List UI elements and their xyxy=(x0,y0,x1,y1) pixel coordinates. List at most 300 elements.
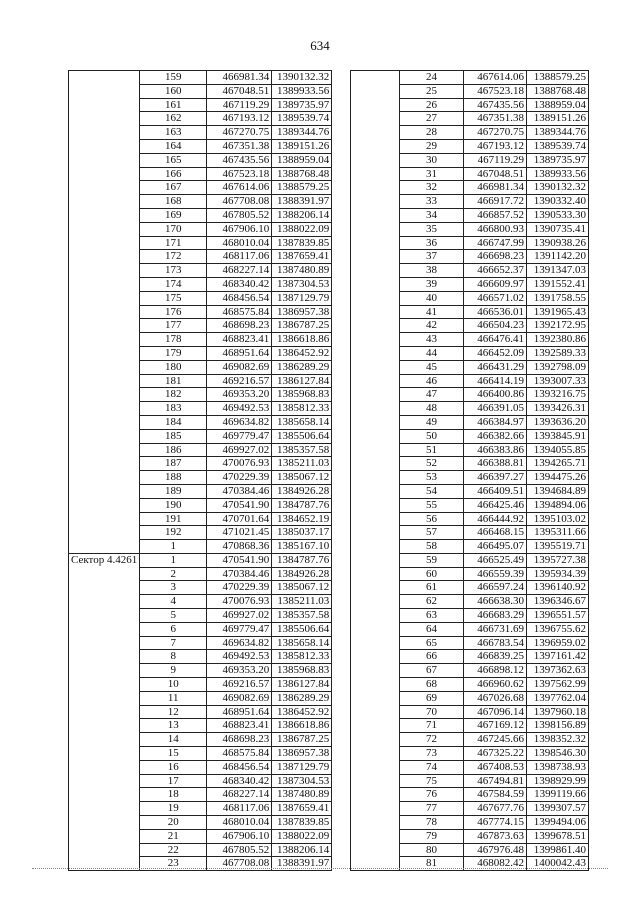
point-number: 183 xyxy=(140,402,207,416)
point-number: 76 xyxy=(400,788,464,802)
point-number: 50 xyxy=(400,429,464,443)
point-number: 44 xyxy=(400,346,464,360)
y-coordinate: 1389933.56 xyxy=(272,84,332,98)
y-coordinate: 1394894.06 xyxy=(527,498,589,512)
x-coordinate: 470229.39 xyxy=(207,581,272,595)
x-coordinate: 467408.53 xyxy=(464,760,527,774)
point-number: 189 xyxy=(140,484,207,498)
x-coordinate: 466504.23 xyxy=(464,319,527,333)
point-number: 177 xyxy=(140,319,207,333)
y-coordinate: 1390735.41 xyxy=(527,222,589,236)
point-number: 179 xyxy=(140,346,207,360)
x-coordinate: 470076.93 xyxy=(207,595,272,609)
y-coordinate: 1394265.71 xyxy=(527,457,589,471)
x-coordinate: 467614.06 xyxy=(464,71,527,85)
x-coordinate: 467169.12 xyxy=(464,719,527,733)
y-coordinate: 1389151.26 xyxy=(527,112,589,126)
y-coordinate: 1395103.02 xyxy=(527,512,589,526)
point-number: 41 xyxy=(400,305,464,319)
point-number: 27 xyxy=(400,112,464,126)
y-coordinate: 1385812.33 xyxy=(272,650,332,664)
point-number: 48 xyxy=(400,402,464,416)
x-coordinate: 470541.90 xyxy=(207,553,272,567)
point-number: 188 xyxy=(140,471,207,485)
coordinates-table-right xyxy=(350,70,589,871)
point-number: 159 xyxy=(140,71,207,85)
point-number: 17 xyxy=(140,774,207,788)
x-coordinate: 466747.99 xyxy=(464,236,527,250)
y-coordinate: 1396140.92 xyxy=(527,581,589,595)
y-coordinate: 1386289.29 xyxy=(272,360,332,374)
x-coordinate: 469779.47 xyxy=(207,429,272,443)
x-coordinate: 466382.66 xyxy=(464,429,527,443)
y-coordinate: 1395727.38 xyxy=(527,553,589,567)
x-coordinate: 467614.06 xyxy=(207,181,272,195)
x-coordinate: 469634.82 xyxy=(207,415,272,429)
x-coordinate: 467351.38 xyxy=(464,112,527,126)
point-number: 19 xyxy=(140,802,207,816)
point-number: 81 xyxy=(400,857,464,871)
y-coordinate: 1391347.03 xyxy=(527,264,589,278)
y-coordinate: 1385357.58 xyxy=(272,443,332,457)
y-coordinate: 1386452.92 xyxy=(272,346,332,360)
y-coordinate: 1393845.91 xyxy=(527,429,589,443)
x-coordinate: 467270.75 xyxy=(207,126,272,140)
point-number: 7 xyxy=(140,636,207,650)
x-coordinate: 468456.54 xyxy=(207,760,272,774)
point-number: 45 xyxy=(400,360,464,374)
y-coordinate: 1384926.28 xyxy=(272,484,332,498)
y-coordinate: 1397960.18 xyxy=(527,705,589,719)
x-coordinate: 466452.09 xyxy=(464,346,527,360)
point-number: 162 xyxy=(140,112,207,126)
y-coordinate: 1393216.75 xyxy=(527,388,589,402)
y-coordinate: 1400042.43 xyxy=(527,857,589,871)
point-number: 22 xyxy=(140,843,207,857)
point-number: 173 xyxy=(140,264,207,278)
y-coordinate: 1399861.40 xyxy=(527,843,589,857)
x-coordinate: 466731.69 xyxy=(464,622,527,636)
point-number: 37 xyxy=(400,250,464,264)
point-number: 71 xyxy=(400,719,464,733)
point-number: 47 xyxy=(400,388,464,402)
point-number: 2 xyxy=(140,567,207,581)
y-coordinate: 1391965.43 xyxy=(527,305,589,319)
y-coordinate: 1388579.25 xyxy=(527,71,589,85)
y-coordinate: 1387480.89 xyxy=(272,788,332,802)
point-number: 187 xyxy=(140,457,207,471)
point-number: 186 xyxy=(140,443,207,457)
y-coordinate: 1390938.26 xyxy=(527,236,589,250)
point-number: 167 xyxy=(140,181,207,195)
page-number: 634 xyxy=(310,38,330,53)
point-number: 9 xyxy=(140,664,207,678)
x-coordinate: 468227.14 xyxy=(207,264,272,278)
y-coordinate: 1394475.26 xyxy=(527,471,589,485)
point-number: 43 xyxy=(400,333,464,347)
x-coordinate: 468698.23 xyxy=(207,319,272,333)
point-number: 69 xyxy=(400,691,464,705)
x-coordinate: 466917.72 xyxy=(464,195,527,209)
y-coordinate: 1398156.89 xyxy=(527,719,589,733)
point-number: 13 xyxy=(140,719,207,733)
y-coordinate: 1385037.17 xyxy=(272,526,332,540)
y-coordinate: 1385968.83 xyxy=(272,664,332,678)
y-coordinate: 1385067.12 xyxy=(272,471,332,485)
point-number: 185 xyxy=(140,429,207,443)
x-coordinate: 467873.63 xyxy=(464,829,527,843)
x-coordinate: 468951.64 xyxy=(207,346,272,360)
point-number: 59 xyxy=(400,553,464,567)
y-coordinate: 1391758.55 xyxy=(527,291,589,305)
point-number: 40 xyxy=(400,291,464,305)
x-coordinate: 468010.04 xyxy=(207,816,272,830)
y-coordinate: 1397762.04 xyxy=(527,691,589,705)
point-number: 46 xyxy=(400,374,464,388)
y-coordinate: 1386452.92 xyxy=(272,705,332,719)
y-coordinate: 1385658.14 xyxy=(272,636,332,650)
x-coordinate: 468340.42 xyxy=(207,277,272,291)
x-coordinate: 467119.29 xyxy=(464,153,527,167)
coordinates-table-right-body xyxy=(351,71,589,871)
point-number: 55 xyxy=(400,498,464,512)
x-coordinate: 466468.15 xyxy=(464,526,527,540)
point-number: 24 xyxy=(400,71,464,85)
point-number: 79 xyxy=(400,829,464,843)
x-coordinate: 469927.02 xyxy=(207,609,272,623)
y-coordinate: 1386787.25 xyxy=(272,319,332,333)
x-coordinate: 469353.20 xyxy=(207,388,272,402)
point-number: 163 xyxy=(140,126,207,140)
point-number: 166 xyxy=(140,167,207,181)
y-coordinate: 1392380.86 xyxy=(527,333,589,347)
x-coordinate: 470541.90 xyxy=(207,498,272,512)
y-coordinate: 1388391.97 xyxy=(272,195,332,209)
point-number: 174 xyxy=(140,277,207,291)
y-coordinate: 1387839.85 xyxy=(272,236,332,250)
x-coordinate: 466536.01 xyxy=(464,305,527,319)
point-number: 28 xyxy=(400,126,464,140)
x-coordinate: 467677.76 xyxy=(464,802,527,816)
x-coordinate: 466414.19 xyxy=(464,374,527,388)
y-coordinate: 1385211.03 xyxy=(272,457,332,471)
y-coordinate: 1389344.76 xyxy=(272,126,332,140)
x-coordinate: 466898.12 xyxy=(464,664,527,678)
point-number: 64 xyxy=(400,622,464,636)
y-coordinate: 1398352.32 xyxy=(527,733,589,747)
point-number: 51 xyxy=(400,443,464,457)
x-coordinate: 467906.10 xyxy=(207,829,272,843)
point-number: 14 xyxy=(140,733,207,747)
x-coordinate: 466597.24 xyxy=(464,581,527,595)
x-coordinate: 468698.23 xyxy=(207,733,272,747)
point-number: 184 xyxy=(140,415,207,429)
y-coordinate: 1385506.64 xyxy=(272,429,332,443)
y-coordinate: 1398738.93 xyxy=(527,760,589,774)
point-number: 178 xyxy=(140,333,207,347)
x-coordinate: 467584.59 xyxy=(464,788,527,802)
point-number: 164 xyxy=(140,139,207,153)
x-coordinate: 466383.86 xyxy=(464,443,527,457)
point-number: 21 xyxy=(140,829,207,843)
x-coordinate: 467805.52 xyxy=(207,208,272,222)
x-coordinate: 467245.66 xyxy=(464,733,527,747)
x-coordinate: 466559.39 xyxy=(464,567,527,581)
y-coordinate: 1387659.41 xyxy=(272,250,332,264)
point-number: 42 xyxy=(400,319,464,333)
x-coordinate: 466476.41 xyxy=(464,333,527,347)
y-coordinate: 1386127.84 xyxy=(272,374,332,388)
x-coordinate: 466683.29 xyxy=(464,609,527,623)
y-coordinate: 1397362.63 xyxy=(527,664,589,678)
x-coordinate: 469216.57 xyxy=(207,374,272,388)
point-number: 8 xyxy=(140,650,207,664)
point-number: 38 xyxy=(400,264,464,278)
point-number: 10 xyxy=(140,678,207,692)
point-number: 175 xyxy=(140,291,207,305)
point-number: 16 xyxy=(140,760,207,774)
y-coordinate: 1392172.95 xyxy=(527,319,589,333)
x-coordinate: 467325.22 xyxy=(464,747,527,761)
x-coordinate: 469492.53 xyxy=(207,650,272,664)
x-coordinate: 468082.42 xyxy=(464,857,527,871)
y-coordinate: 1399494.06 xyxy=(527,816,589,830)
x-coordinate: 470868.36 xyxy=(207,540,272,554)
y-coordinate: 1387304.53 xyxy=(272,277,332,291)
x-coordinate: 467708.08 xyxy=(207,857,272,871)
point-number: 49 xyxy=(400,415,464,429)
y-coordinate: 1393636.20 xyxy=(527,415,589,429)
y-coordinate: 1385167.10 xyxy=(272,540,332,554)
point-number: 36 xyxy=(400,236,464,250)
point-number: 31 xyxy=(400,167,464,181)
x-coordinate: 467270.75 xyxy=(464,126,527,140)
y-coordinate: 1388959.04 xyxy=(527,98,589,112)
point-number: 60 xyxy=(400,567,464,581)
point-number: 4 xyxy=(140,595,207,609)
x-coordinate: 466431.29 xyxy=(464,360,527,374)
y-coordinate: 1397161.42 xyxy=(527,650,589,664)
x-coordinate: 466571.02 xyxy=(464,291,527,305)
x-coordinate: 466800.93 xyxy=(464,222,527,236)
point-number: 169 xyxy=(140,208,207,222)
table-row xyxy=(351,71,589,85)
x-coordinate: 471021.45 xyxy=(207,526,272,540)
x-coordinate: 466981.34 xyxy=(207,71,272,85)
x-coordinate: 468117.06 xyxy=(207,802,272,816)
y-coordinate: 1388022.09 xyxy=(272,222,332,236)
y-coordinate: 1384787.76 xyxy=(272,498,332,512)
x-coordinate: 467119.29 xyxy=(207,98,272,112)
point-number: 66 xyxy=(400,650,464,664)
point-number: 26 xyxy=(400,98,464,112)
point-number: 5 xyxy=(140,609,207,623)
x-coordinate: 466960.62 xyxy=(464,678,527,692)
y-coordinate: 1389539.74 xyxy=(527,139,589,153)
x-coordinate: 467976.48 xyxy=(464,843,527,857)
y-coordinate: 1388768.48 xyxy=(527,84,589,98)
point-number: 70 xyxy=(400,705,464,719)
y-coordinate: 1390533.30 xyxy=(527,208,589,222)
page-bottom-rule xyxy=(32,868,608,869)
table-row xyxy=(69,71,332,85)
x-coordinate: 466384.97 xyxy=(464,415,527,429)
y-coordinate: 1388206.14 xyxy=(272,208,332,222)
y-coordinate: 1385812.33 xyxy=(272,402,332,416)
x-coordinate: 467708.08 xyxy=(207,195,272,209)
y-coordinate: 1385357.58 xyxy=(272,609,332,623)
x-coordinate: 470701.64 xyxy=(207,512,272,526)
x-coordinate: 469216.57 xyxy=(207,678,272,692)
y-coordinate: 1386289.29 xyxy=(272,691,332,705)
point-number: 35 xyxy=(400,222,464,236)
x-coordinate: 468823.41 xyxy=(207,333,272,347)
y-coordinate: 1391142.20 xyxy=(527,250,589,264)
y-coordinate: 1384652.19 xyxy=(272,512,332,526)
x-coordinate: 467351.38 xyxy=(207,139,272,153)
x-coordinate: 466444.92 xyxy=(464,512,527,526)
point-number: 192 xyxy=(140,526,207,540)
coordinates-table-left-body xyxy=(69,71,332,871)
y-coordinate: 1396959.02 xyxy=(527,636,589,650)
y-coordinate: 1386957.38 xyxy=(272,747,332,761)
x-coordinate: 467026.68 xyxy=(464,691,527,705)
y-coordinate: 1396755.62 xyxy=(527,622,589,636)
x-coordinate: 467048.51 xyxy=(464,167,527,181)
point-number: 161 xyxy=(140,98,207,112)
point-number: 6 xyxy=(140,622,207,636)
point-number: 180 xyxy=(140,360,207,374)
y-coordinate: 1386618.86 xyxy=(272,333,332,347)
y-coordinate: 1399678.51 xyxy=(527,829,589,843)
point-number: 170 xyxy=(140,222,207,236)
point-number: 12 xyxy=(140,705,207,719)
x-coordinate: 467523.18 xyxy=(464,84,527,98)
y-coordinate: 1397562.99 xyxy=(527,678,589,692)
point-number: 176 xyxy=(140,305,207,319)
point-number: 181 xyxy=(140,374,207,388)
x-coordinate: 466391.05 xyxy=(464,402,527,416)
x-coordinate: 466609.97 xyxy=(464,277,527,291)
point-number: 72 xyxy=(400,733,464,747)
x-coordinate: 469927.02 xyxy=(207,443,272,457)
x-coordinate: 466397.27 xyxy=(464,471,527,485)
x-coordinate: 468951.64 xyxy=(207,705,272,719)
y-coordinate: 1395311.66 xyxy=(527,526,589,540)
y-coordinate: 1386127.84 xyxy=(272,678,332,692)
x-coordinate: 468010.04 xyxy=(207,236,272,250)
y-coordinate: 1390132.32 xyxy=(272,71,332,85)
y-coordinate: 1393007.33 xyxy=(527,374,589,388)
x-coordinate: 470229.39 xyxy=(207,471,272,485)
y-coordinate: 1394684.89 xyxy=(527,484,589,498)
y-coordinate: 1388022.09 xyxy=(272,829,332,843)
y-coordinate: 1389344.76 xyxy=(527,126,589,140)
x-coordinate: 470384.46 xyxy=(207,484,272,498)
x-coordinate: 468823.41 xyxy=(207,719,272,733)
y-coordinate: 1386957.38 xyxy=(272,305,332,319)
x-coordinate: 467193.12 xyxy=(207,112,272,126)
point-number: 68 xyxy=(400,678,464,692)
y-coordinate: 1385506.64 xyxy=(272,622,332,636)
x-coordinate: 467774.15 xyxy=(464,816,527,830)
x-coordinate: 470384.46 xyxy=(207,567,272,581)
point-number: 80 xyxy=(400,843,464,857)
x-coordinate: 468575.84 xyxy=(207,747,272,761)
y-coordinate: 1388768.48 xyxy=(272,167,332,181)
point-number: 168 xyxy=(140,195,207,209)
point-number: 171 xyxy=(140,236,207,250)
point-number: 20 xyxy=(140,816,207,830)
x-coordinate: 466525.49 xyxy=(464,553,527,567)
point-number: 23 xyxy=(140,857,207,871)
x-coordinate: 467193.12 xyxy=(464,139,527,153)
x-coordinate: 468117.06 xyxy=(207,250,272,264)
point-number: 1 xyxy=(140,540,207,554)
point-number: 160 xyxy=(140,84,207,98)
x-coordinate: 468456.54 xyxy=(207,291,272,305)
y-coordinate: 1391552.41 xyxy=(527,277,589,291)
x-coordinate: 468227.14 xyxy=(207,788,272,802)
x-coordinate: 469353.20 xyxy=(207,664,272,678)
y-coordinate: 1387304.53 xyxy=(272,774,332,788)
y-coordinate: 1395934.39 xyxy=(527,567,589,581)
x-coordinate: 466698.23 xyxy=(464,250,527,264)
point-number: 77 xyxy=(400,802,464,816)
y-coordinate: 1398546.30 xyxy=(527,747,589,761)
y-coordinate: 1388391.97 xyxy=(272,857,332,871)
x-coordinate: 466652.37 xyxy=(464,264,527,278)
point-number: 74 xyxy=(400,760,464,774)
point-number: 15 xyxy=(140,747,207,761)
point-number: 3 xyxy=(140,581,207,595)
point-number: 18 xyxy=(140,788,207,802)
sector-cell xyxy=(351,71,400,871)
point-number: 53 xyxy=(400,471,464,485)
point-number: 52 xyxy=(400,457,464,471)
y-coordinate: 1384787.76 xyxy=(272,553,332,567)
y-coordinate: 1389735.97 xyxy=(527,153,589,167)
x-coordinate: 466388.81 xyxy=(464,457,527,471)
y-coordinate: 1387659.41 xyxy=(272,802,332,816)
point-number: 34 xyxy=(400,208,464,222)
point-number: 61 xyxy=(400,581,464,595)
point-number: 172 xyxy=(140,250,207,264)
x-coordinate: 466783.54 xyxy=(464,636,527,650)
point-number: 54 xyxy=(400,484,464,498)
table-row xyxy=(69,553,332,567)
point-number: 30 xyxy=(400,153,464,167)
point-number: 165 xyxy=(140,153,207,167)
x-coordinate: 469492.53 xyxy=(207,402,272,416)
x-coordinate: 467435.56 xyxy=(464,98,527,112)
y-coordinate: 1399119.66 xyxy=(527,788,589,802)
point-number: 11 xyxy=(140,691,207,705)
y-coordinate: 1393426.31 xyxy=(527,402,589,416)
x-coordinate: 467523.18 xyxy=(207,167,272,181)
x-coordinate: 467805.52 xyxy=(207,843,272,857)
x-coordinate: 470076.93 xyxy=(207,457,272,471)
y-coordinate: 1388959.04 xyxy=(272,153,332,167)
y-coordinate: 1389933.56 xyxy=(527,167,589,181)
y-coordinate: 1388206.14 xyxy=(272,843,332,857)
point-number: 33 xyxy=(400,195,464,209)
x-coordinate: 468340.42 xyxy=(207,774,272,788)
x-coordinate: 466839.25 xyxy=(464,650,527,664)
y-coordinate: 1395519.71 xyxy=(527,540,589,554)
point-number: 29 xyxy=(400,139,464,153)
y-coordinate: 1396346.67 xyxy=(527,595,589,609)
